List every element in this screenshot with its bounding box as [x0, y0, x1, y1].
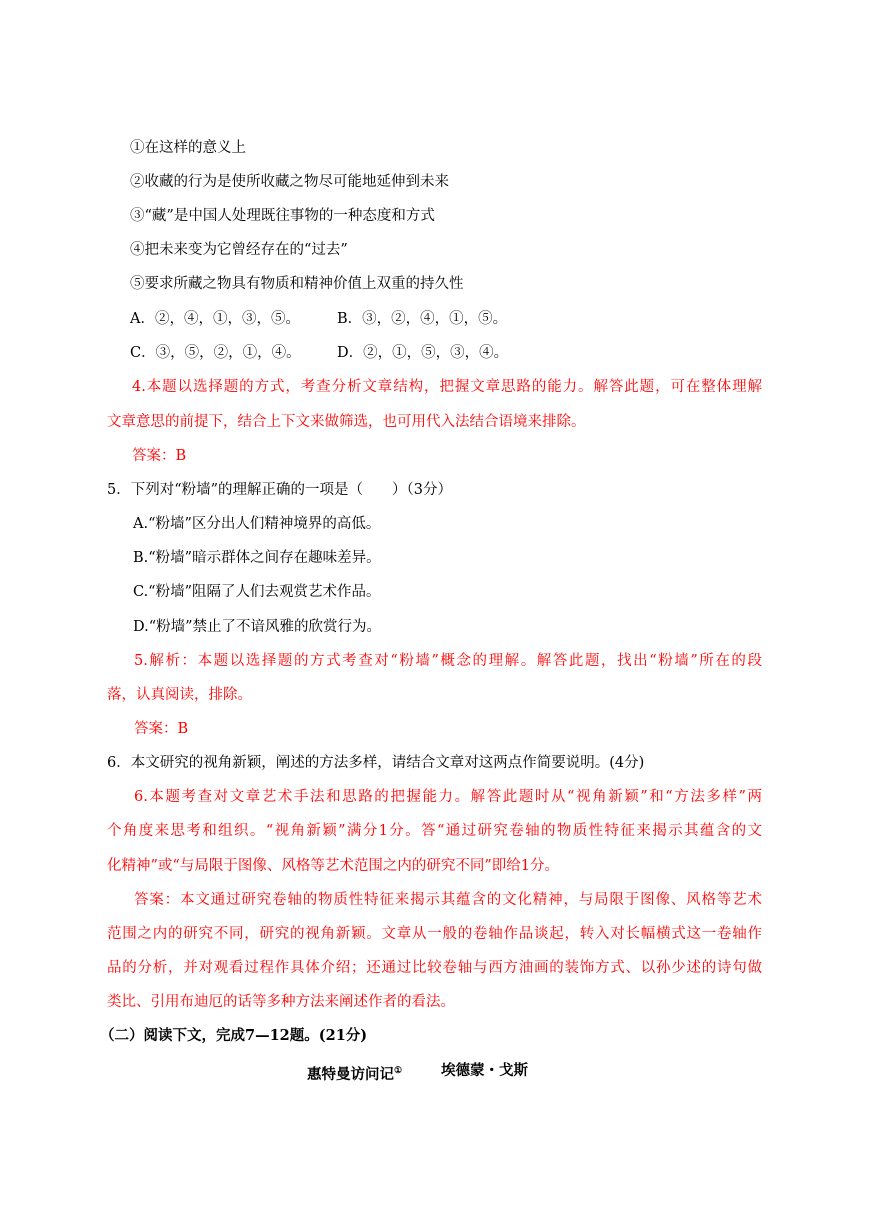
q5-answer: 答案：B	[134, 721, 189, 737]
q4-option-d: D．②，①，⑤，③，④。	[337, 345, 509, 361]
q6-answer: 类比、引用布迪厄的话等多种方法来阐述作者的看法。	[107, 994, 455, 1010]
q5-option-d: D.“粉墙”禁止了不谙风雅的欣赏行为。	[133, 619, 382, 635]
list-item: ②收藏的行为是使所收藏之物尽可能地延伸到未来	[130, 174, 449, 190]
article-author: 埃德蒙・戈斯	[441, 1062, 528, 1079]
q4-option-b: B．③，②，④，①，⑤。	[337, 311, 508, 327]
q5-option-c: C.“粉墙”阻隔了人们去观赏艺术作品。	[133, 584, 381, 600]
q6-analysis: 化精神”或“与局限于图像、风格等艺术范围之内的研究不同”即给1分。	[107, 858, 559, 874]
list-item: ⑤要求所藏之物具有物质和精神价值上双重的持久性	[130, 276, 464, 292]
q5-question: 5．下列对“粉墙”的理解正确的一项是（ ）（3分）	[107, 482, 453, 498]
q6-answer: 品的分析，并对观看过程作具体介绍；还通过比较卷轴与西方油画的装饰方式、以孙少述的诗句做	[107, 960, 762, 976]
section-heading: （二）阅读下文，完成7—12题。(21分)	[100, 1027, 368, 1044]
q4-answer: 答案：B	[132, 448, 187, 464]
q5-analysis: 5.解析：本题以选择题的方式考查对“粉墙”概念的理解。解答此题，找出“粉墙”所在的段	[134, 653, 762, 669]
list-item: ④把未来变为它曾经存在的“过去”	[130, 242, 348, 258]
q6-analysis: 个角度来思考和组织。“视角新颖”满分1分。答“通过研究卷轴的物质性特征来揭示其蕴含的文	[107, 823, 762, 839]
q4-analysis: 4.本题以选择题的方式，考查分析文章结构，把握文章思路的能力。解答此题，可在整体理解	[132, 379, 762, 395]
q5-option-a: A.“粉墙”区分出人们精神境界的高低。	[133, 516, 381, 532]
q4-option-c: C．③，⑤，②，①，④。	[130, 345, 301, 361]
q6-question: 6．本文研究的视角新颖，阐述的方法多样，请结合文章对这两点作简要说明。(4分)	[107, 755, 645, 771]
q4-option-a: A．②，④，①，③，⑤。	[130, 311, 300, 327]
q5-analysis: 落，认真阅读，排除。	[107, 687, 252, 703]
q6-answer: 答案：本文通过研究卷轴的物质性特征来揭示其蕴含的文化精神，与局限于图像、风格等艺术	[134, 892, 762, 908]
q6-analysis: 6.本题考查对文章艺术手法和思路的把握能力。解答此题时从“视角新颖”和“方法多样”两	[134, 789, 762, 805]
article-title	[307, 1061, 402, 1085]
q4-analysis: 文章意思的前提下，结合上下文来做筛选，也可用代入法结合语境来排除。	[107, 414, 586, 430]
list-item: ③“藏”是中国人处理既往事物的一种态度和方式	[130, 208, 435, 224]
q6-answer: 范围之内的研究不同，研究的视角新颖。文章从一般的卷轴作品谈起，转入对长幅横式这一卷轴作	[107, 926, 762, 942]
q5-option-b: B.“粉墙”暗示群体之间存在趣味差异。	[133, 550, 381, 566]
article-title-text: 惠特曼访问记	[307, 1066, 394, 1083]
list-item: ①在这样的意义上	[130, 140, 246, 156]
footnote-mark: ①	[394, 1066, 403, 1076]
